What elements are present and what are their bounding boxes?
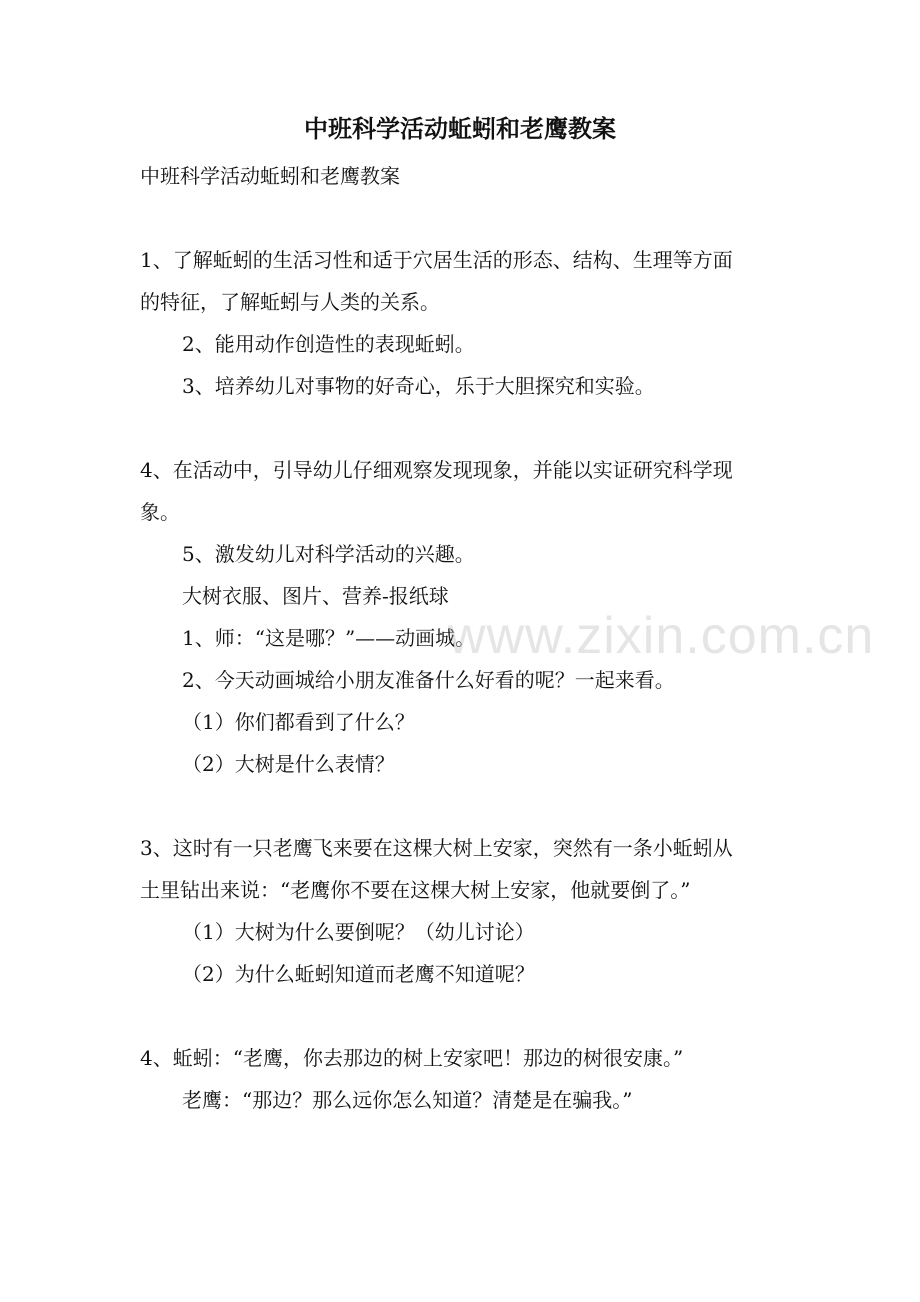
paragraph-line-9: 1、师：“这是哪？”——动画城。 xyxy=(182,626,476,650)
paragraph-line-1: 1、了解蚯蚓的生活习性和适于穴居生活的形态、结构、生理等方面 xyxy=(140,248,733,272)
document-title: 中班科学活动蚯蚓和老鹰教案 xyxy=(304,114,616,143)
document-subtitle: 中班科学活动蚯蚓和老鹰教案 xyxy=(140,164,400,188)
paragraph-line-14: 土里钻出来说：“老鹰你不要在这棵大树上安家，他就要倒了。” xyxy=(140,878,691,902)
paragraph-line-16: （2）为什么蚯蚓知道而老鹰不知道呢？ xyxy=(182,962,535,986)
paragraph-line-11: （1）你们都看到了什么？ xyxy=(182,710,415,734)
paragraph-line-13: 3、这时有一只老鹰飞来要在这棵大树上安家，突然有一条小蚯蚓从 xyxy=(140,836,733,860)
paragraph-line-10: 2、今天动画城给小朋友准备什么好看的呢？一起来看。 xyxy=(182,668,675,692)
paragraph-line-15: （1）大树为什么要倒呢？（幼儿讨论） xyxy=(182,920,535,944)
paragraph-line-3: 2、能用动作创造性的表现蚯蚓。 xyxy=(182,332,475,356)
paragraph-line-7: 5、激发幼儿对科学活动的兴趣。 xyxy=(182,542,475,566)
paragraph-line-8: 大树衣服、图片、营养-报纸球 xyxy=(182,584,449,608)
watermark-text: www.zixin.com.cn xyxy=(448,607,875,665)
paragraph-line-12: （2）大树是什么表情？ xyxy=(182,752,395,776)
paragraph-line-18: 老鹰：“那边？那么远你怎么知道？清楚是在骗我。” xyxy=(182,1088,633,1112)
paragraph-line-4: 3、培养幼儿对事物的好奇心，乐于大胆探究和实验。 xyxy=(182,374,655,398)
paragraph-line-17: 4、蚯蚓：“老鹰，你去那边的树上安家吧！那边的树很安康。” xyxy=(140,1046,684,1070)
paragraph-line-5: 4、在活动中，引导幼儿仔细观察发现现象，并能以实证研究科学现 xyxy=(140,458,733,482)
paragraph-line-2: 的特征，了解蚯蚓与人类的关系。 xyxy=(140,290,440,314)
paragraph-line-6: 象。 xyxy=(140,500,180,524)
